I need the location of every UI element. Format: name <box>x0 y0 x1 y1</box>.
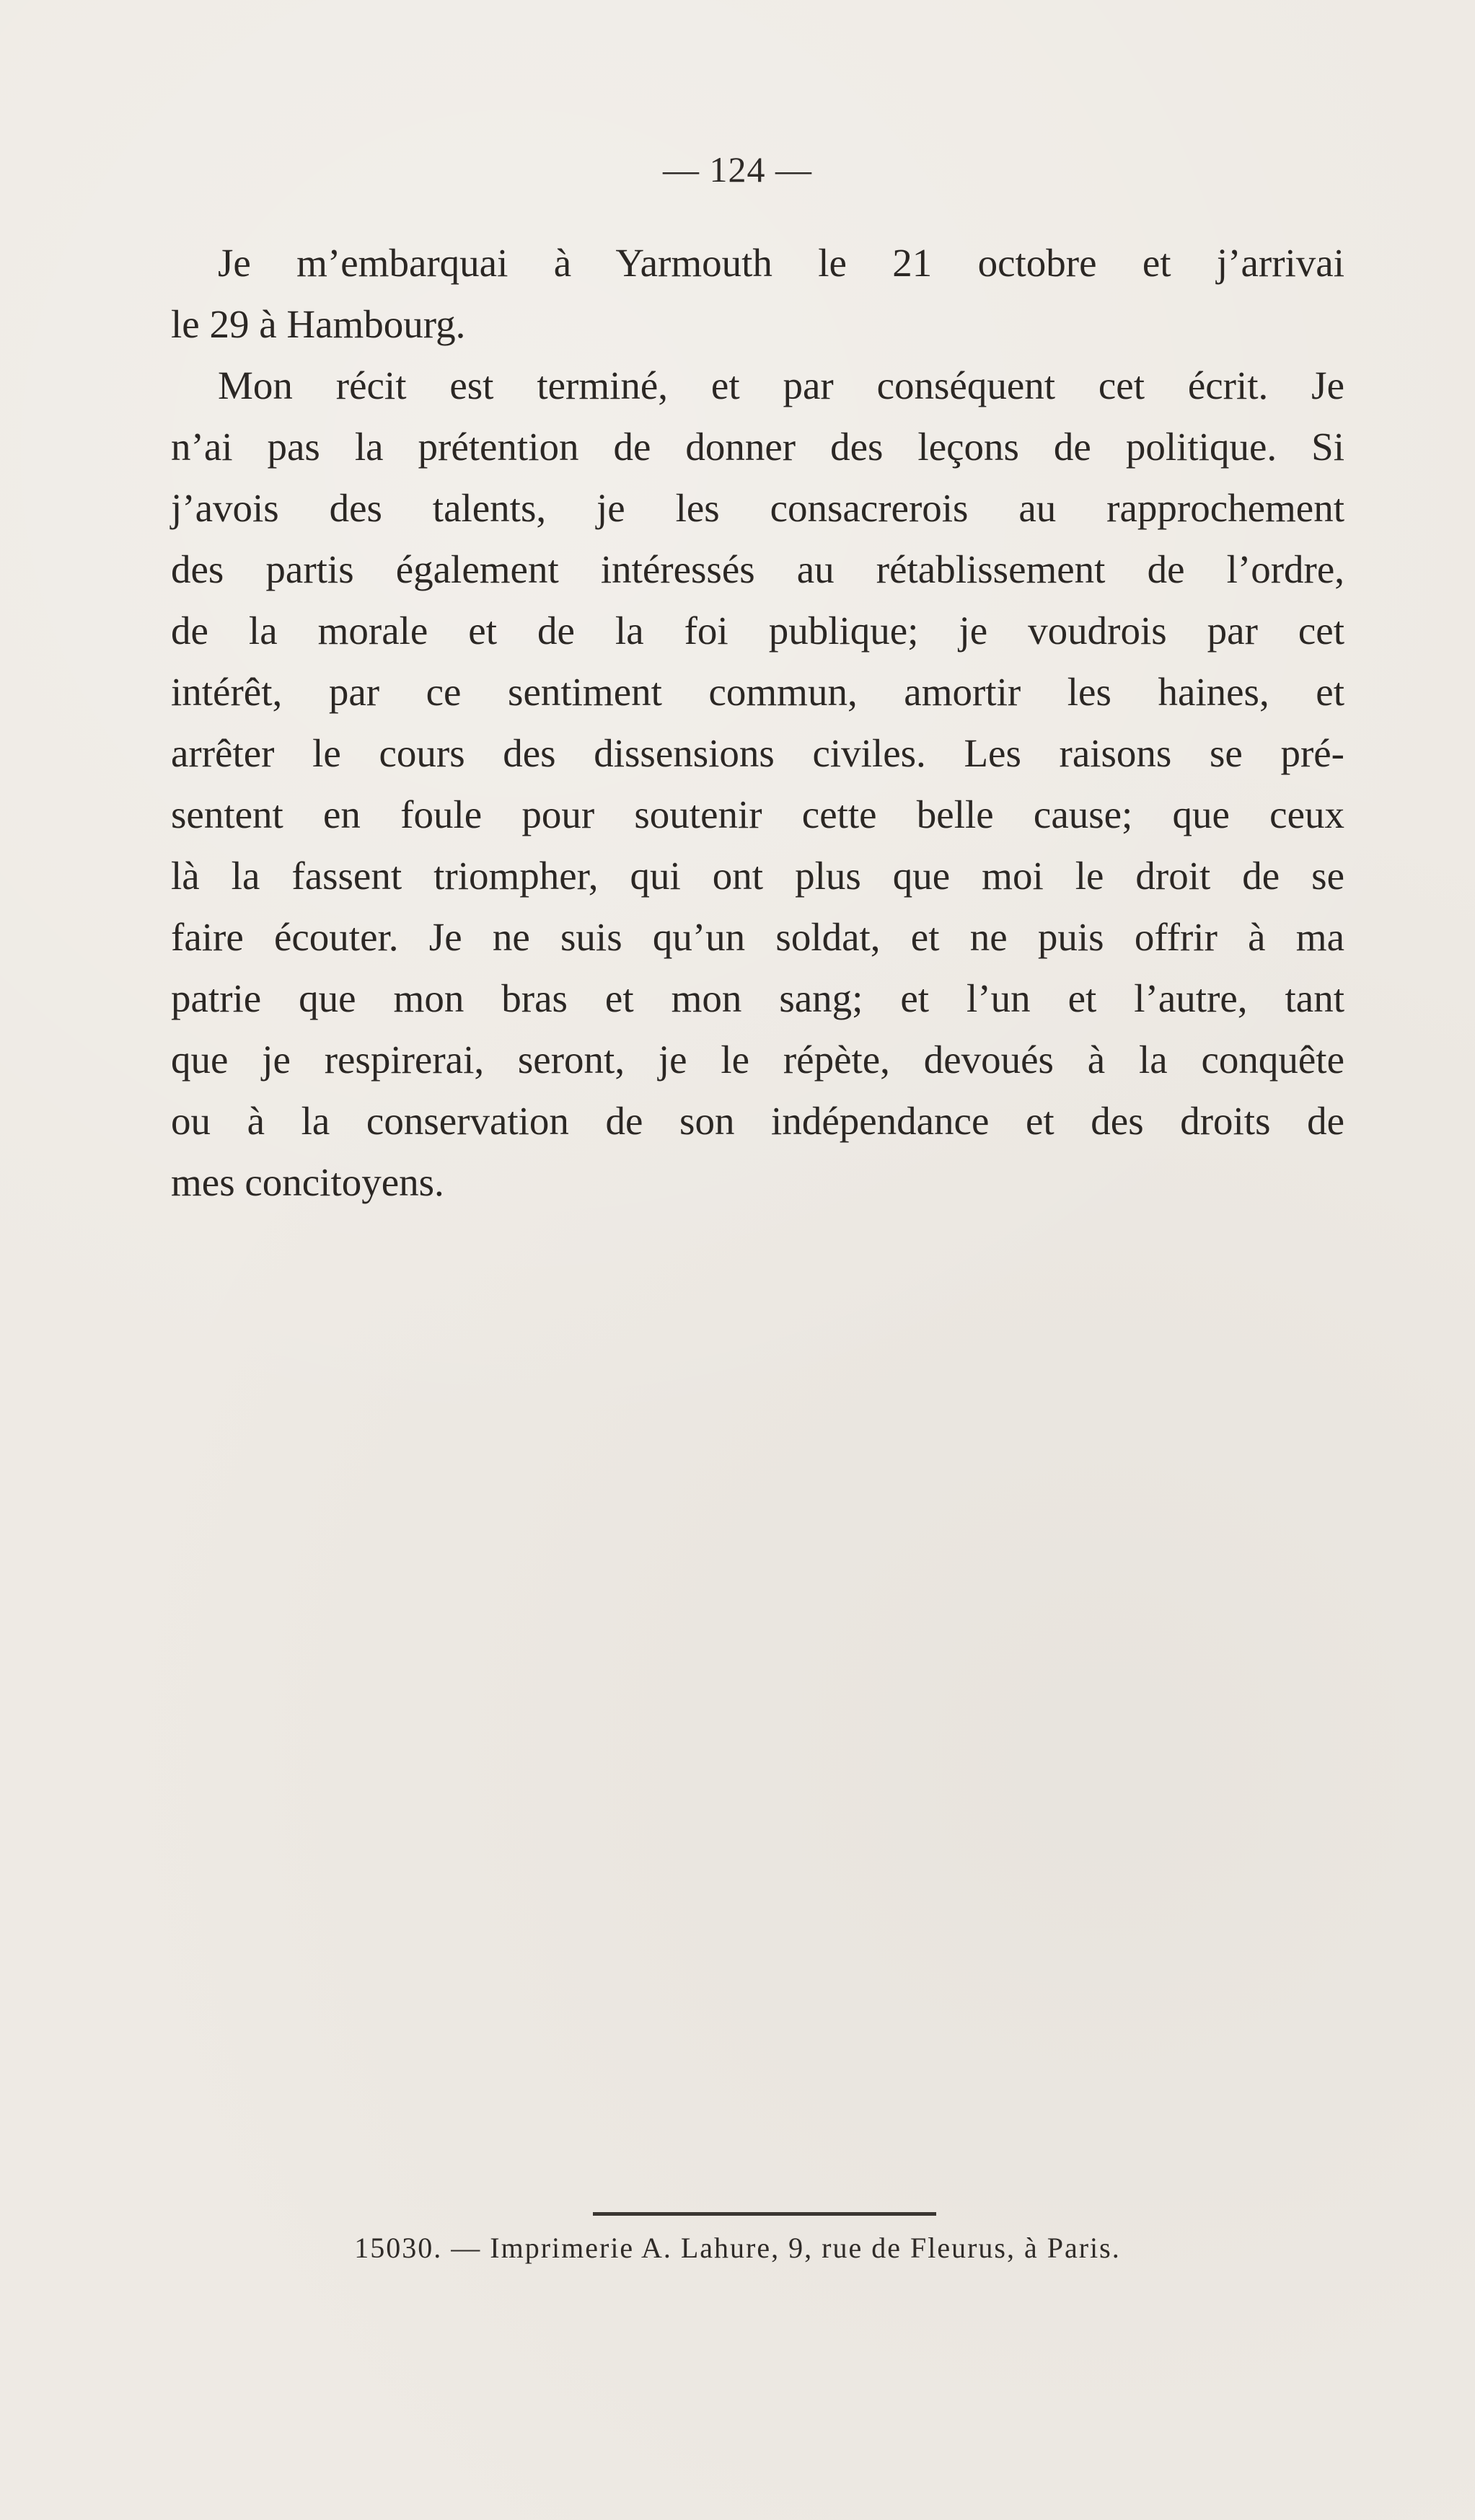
text-line: j’avois des talents, je les consacrerois au rapprochement <box>171 486 1344 530</box>
text-line: arrêter le cours des dissensions civiles. Les raisons se pré- <box>171 731 1344 775</box>
text-line: mes concitoyens. <box>171 1160 444 1204</box>
text-line: faire écouter. Je ne suis qu’un soldat, et ne puis offrir à ma <box>171 915 1344 959</box>
body-text <box>171 232 1344 1213</box>
text-line: le 29 à Hambourg. <box>171 302 466 346</box>
printer-imprint: 15030. — Imprimerie A. Lahure, 9, rue de Fleurus, à Paris. <box>354 2232 1121 2264</box>
text-line: que je respirerai, seront, je le répète, devoués à la conquête <box>171 1038 1344 1082</box>
page-number: — 124 — <box>663 149 812 190</box>
footer-rule <box>593 2212 936 2216</box>
text-line: n’ai pas la prétention de donner des leçons de politique. Si <box>171 425 1344 469</box>
text-line: ou à la conservation de son indépendance et des droits de <box>171 1099 1344 1143</box>
text-line: Je m’embarquai à Yarmouth le 21 octobre et j’arrivai <box>218 241 1344 285</box>
text-line: patrie que mon bras et mon sang; et l’un et l’autre, tant <box>171 976 1344 1020</box>
text-line: là la fassent triompher, qui ont plus que moi le droit de se <box>171 854 1344 898</box>
text-line: intérêt, par ce sentiment commun, amortir les haines, et <box>171 670 1344 714</box>
text-line: des partis également intéressés au rétablissement de l’ordre, <box>171 547 1344 591</box>
text-line: de la morale et de la foi publique; je voudrois par cet <box>171 609 1344 653</box>
text-line: Mon récit est terminé, et par conséquent cet écrit. Je <box>218 363 1344 407</box>
text-line: sentent en foule pour soutenir cette belle cause; que ceux <box>171 792 1344 836</box>
